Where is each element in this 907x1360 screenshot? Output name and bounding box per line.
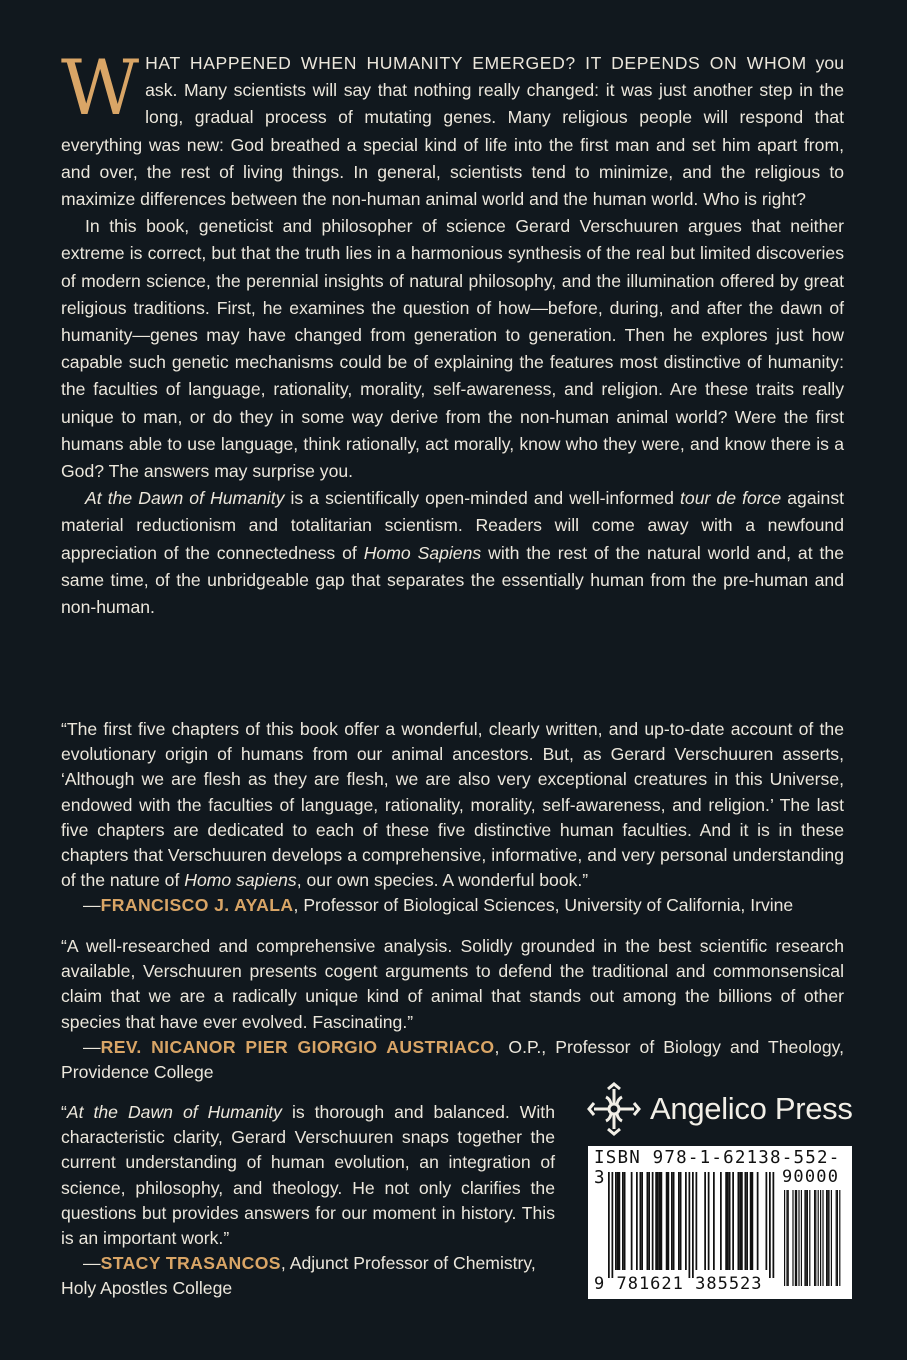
barcode-bar xyxy=(661,1172,663,1270)
blurb-text: against material reductionism and totalitarian scientism. Readers will come away with a newfound appreciation of the connectedness of xyxy=(61,488,845,563)
dash: — xyxy=(83,1036,101,1057)
barcode-bar xyxy=(746,1172,748,1270)
barcode-bar xyxy=(655,1172,657,1270)
barcode-bar xyxy=(725,1172,727,1270)
barcode-bar xyxy=(696,1172,698,1270)
barcode-bar xyxy=(641,1172,643,1270)
barcode-bar xyxy=(636,1172,638,1270)
endorsement-text: “A well-researched and comprehensive analysis. Solidly grounded in the best scientific research available, Verschuuren presents cogent arguments to defend the traditional and commonsensical claim that we are a radically unique kind of animal that stands out among the billions of other species that have ever evolved. Fascinating.” xyxy=(61,936,844,1032)
dash: — xyxy=(83,1253,101,1274)
addon-bar xyxy=(818,1190,819,1286)
isbn-barcode xyxy=(588,1146,852,1299)
endorsement-attribution xyxy=(61,893,844,918)
blurb-italic: Homo Sapiens xyxy=(363,542,482,563)
barcode-digits: 9 781621 385523 xyxy=(594,1274,763,1294)
barcode-bar xyxy=(732,1172,734,1270)
addon-bar xyxy=(836,1190,837,1286)
barcode-bar xyxy=(612,1172,614,1278)
addon-bar xyxy=(826,1190,827,1286)
blurb-italic: tour de force xyxy=(680,488,782,509)
quote-italic: Homo sapiens xyxy=(184,870,297,891)
endorsement-1 xyxy=(61,717,844,919)
barcode-bar xyxy=(671,1172,673,1270)
addon-bar xyxy=(839,1190,840,1286)
endorsement-2 xyxy=(61,934,844,1085)
addon-bar xyxy=(798,1190,799,1286)
barcode-bar xyxy=(689,1172,691,1278)
endorser-title: , Professor of Biological Sciences, University of California, Irvine xyxy=(293,895,794,916)
addon-bar xyxy=(822,1190,823,1286)
barcode-bar xyxy=(608,1172,610,1278)
addon-bar xyxy=(827,1190,828,1286)
publisher-logo xyxy=(584,1078,856,1140)
addon-bar xyxy=(815,1190,816,1286)
barcode-bar xyxy=(619,1172,621,1270)
barcode-bar xyxy=(741,1172,743,1270)
barcode-bar xyxy=(720,1172,722,1270)
blurb-paragraph-3 xyxy=(61,485,844,621)
addon-bar xyxy=(788,1190,789,1286)
blurb-text: is a scientifically open-minded and well-informed xyxy=(284,488,681,509)
barcode-bar xyxy=(757,1172,759,1270)
endorser-title: , Adjunct Professor of Chemistry, Holy Apostles College xyxy=(61,1253,536,1299)
barcode-bar xyxy=(640,1172,642,1270)
addon-bar xyxy=(792,1190,793,1286)
barcode-bar xyxy=(652,1172,654,1270)
barcode-bar xyxy=(680,1172,682,1270)
barcode-bar xyxy=(673,1172,675,1270)
book-title: At the Dawn of Humanity xyxy=(85,488,285,509)
drop-cap: W xyxy=(61,43,140,132)
addon-bar xyxy=(837,1190,838,1286)
endorsement-attribution xyxy=(61,1251,555,1301)
endorsement-text xyxy=(61,1100,555,1251)
barcode-bar xyxy=(739,1172,741,1270)
barcode-bar xyxy=(617,1172,619,1270)
quote-text: “The first five chapters of this book offer a wonderful, clearly written, and up-to-date account of the evolutionary origin of humans from our animal ancestors. But, as Gerard Verschuuren asserts, ‘Although we are flesh as they are flesh, we are also very exceptional creatures in this Universe, endowed with the faculties of language, rationality, morality, self-awareness, and religion.’ The last five chapters are dedicated to each of these five distinctive human faculties. And it is in these chapters that Verschuuren develops a comprehensive, informative, and very personal understanding of the nature of xyxy=(61,719,844,891)
addon-bar xyxy=(796,1190,797,1286)
barcode-bar xyxy=(750,1172,752,1270)
opening-caps: HAT HAPPENED WHEN HUMANITY EMERGED? IT DEPENDS ON WHOM xyxy=(145,53,807,73)
quote-italic: At the Dawn of Humanity xyxy=(66,1102,282,1122)
blurb-text: with the rest of the natural world and, at the same time, of the unbridgeable gap that separates the essentially human from the pre-human and non-human. xyxy=(61,542,844,618)
barcode-bar xyxy=(704,1172,706,1270)
barcode-bar xyxy=(738,1172,740,1270)
barcode-bar xyxy=(659,1172,661,1270)
barcode-bar xyxy=(729,1172,731,1270)
blurb-paragraph-1 xyxy=(61,43,844,213)
addon-bar xyxy=(801,1190,802,1286)
addon-bar xyxy=(784,1190,785,1286)
barcode-bar xyxy=(773,1172,775,1278)
barcode-bar xyxy=(685,1172,687,1270)
addon-bar xyxy=(807,1190,808,1286)
barcode-bar xyxy=(713,1172,715,1270)
blurb-paragraph-2: In this book, geneticist and philosopher of science Gerard Verschuuren argues that neither extreme is correct, but that the truth lies in a harmonious synthesis of the real but limited discoveries of modern science, the perennial insights of natural philosophy, and the illumination offered by great religious traditions. First, he examines the question of how—before, during, and after the dawn of humanity—genes may have changed from generation to generation. Then he explores just how capable such genetic mechanisms could be of explaining the features most distinctive of humanity: the faculties of language, rationality, morality, self-awareness, and religion. Are these traits really unique to man, or do they in some way derive from the non-human animal world? Were the first humans able to use language, think rationally, act morally, know who they were, and know there is a God? The answers may surprise you. xyxy=(61,216,844,482)
addon-bar xyxy=(804,1190,805,1286)
barcode-bar xyxy=(678,1172,680,1270)
barcode-bar xyxy=(624,1172,626,1270)
barcode-bar xyxy=(648,1172,650,1270)
quote-text: , our own species. A wonderful book.” xyxy=(296,870,589,891)
barcode-bar xyxy=(766,1172,768,1270)
endorsement-text xyxy=(61,717,844,893)
addon-bar xyxy=(806,1190,807,1286)
barcode-bar xyxy=(622,1172,624,1270)
endorser-name: STACY TRASANCOS xyxy=(100,1253,281,1274)
barcode-bar xyxy=(752,1172,754,1270)
description-blurb xyxy=(61,43,845,621)
publisher-name: Angelico Press xyxy=(650,1091,853,1126)
barcode-bar xyxy=(745,1172,747,1270)
blurb-paragraph-1-text: you ask. Many scientists will say that nothing really changed: it was just another step in the long, gradual process of mutating genes. Many religious people will respond that everything was new: God breathed a special kind of life into the first man and set him apart from, and over, the rest of living things. In general, scientists tend to minimize, and the religious to maximize differences between the non-human animal world and the human world. Who is right? xyxy=(61,53,844,210)
barcode-bar xyxy=(647,1172,649,1270)
cross-icon xyxy=(584,1081,644,1137)
barcode-bar xyxy=(692,1172,694,1278)
open-quote: “ xyxy=(61,1102,67,1122)
isbn-label: ISBN 978-1-62138-552-3 xyxy=(594,1148,841,1188)
dash: — xyxy=(83,895,101,916)
barcode-bar xyxy=(631,1172,633,1270)
barcode-bar xyxy=(668,1172,670,1270)
endorser-name: FRANCISCO J. AYALA xyxy=(100,895,294,916)
barcode-bar xyxy=(708,1172,710,1270)
addon-bar xyxy=(820,1190,821,1286)
barcode-bar xyxy=(666,1172,668,1270)
price-addon: 90000 xyxy=(782,1167,840,1187)
addon-bar xyxy=(828,1190,829,1286)
quote-text: is thorough and balanced. With characteristic clarity, Gerard Verschuuren snaps together the current understanding of human evolution, an integration of science, philosophy, and theology. He not only clarifies the questions but provides answers for our moment in history. This is an important work.” xyxy=(61,1102,555,1249)
endorser-title: , O.P., Professor of Biology and Theology, Providence College xyxy=(61,1036,844,1083)
endorsement-3 xyxy=(61,1100,555,1302)
barcode-bar xyxy=(727,1172,729,1270)
addon-bar xyxy=(831,1190,832,1286)
addon-bar xyxy=(809,1190,810,1286)
addon-bar xyxy=(814,1190,815,1286)
barcode-bar xyxy=(657,1172,659,1270)
barcode-bar xyxy=(769,1172,771,1278)
addon-bar xyxy=(786,1190,787,1286)
barcode-bar xyxy=(615,1172,617,1270)
addon-bar xyxy=(795,1190,796,1286)
endorser-name: REV. NICANOR PIER GIORGIO AUSTRIACO xyxy=(100,1036,495,1057)
